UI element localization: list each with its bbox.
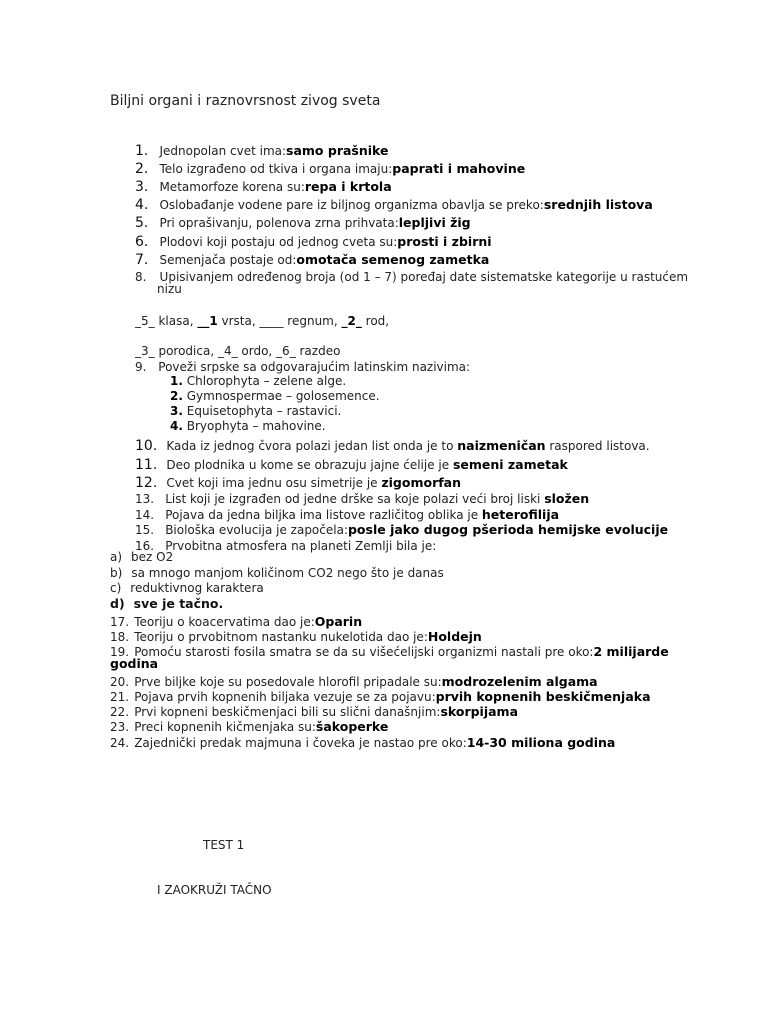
answer-text: prvih kopnenih beskičmenjaka xyxy=(435,689,651,704)
item-number: 10. xyxy=(135,438,158,454)
list-item xyxy=(135,535,436,554)
answer-text: 14-30 miliona godina xyxy=(466,735,616,750)
pair-item xyxy=(170,374,346,388)
question-text: Preci kopnenih kičmenjaka su: xyxy=(134,720,316,734)
item-number: 1. xyxy=(135,143,149,159)
item-number: 9. xyxy=(135,360,147,374)
answer-text-continued: godina xyxy=(110,656,159,671)
list-item xyxy=(110,732,615,751)
question-text: Metamorfoze korena su: xyxy=(159,180,305,194)
instruction-heading: I ZAOKRUŽI TAČNO xyxy=(157,883,272,897)
answer-text: prosti i zbirni xyxy=(397,234,492,249)
item-number: 18. xyxy=(110,630,130,644)
list-item xyxy=(135,454,568,473)
question-text: Upisivanjem određenog broja (od 1 – 7) poređaj date sistematske kategorije u rastućem xyxy=(159,270,689,284)
item-number: 13. xyxy=(135,492,155,506)
option-text: reduktivnog karaktera xyxy=(130,581,264,595)
answer-text: omotača semenog zametka xyxy=(296,252,490,267)
list-item xyxy=(135,194,653,213)
answer-text: posle jako dugog pšerioda hemijske evolucije xyxy=(347,522,669,537)
question-text: Teoriju o koacervatima dao je: xyxy=(134,615,315,629)
item-number: 2. xyxy=(135,161,149,177)
item-number: 19. xyxy=(110,645,130,659)
item-number: 22. xyxy=(110,705,130,719)
item-number: 6. xyxy=(135,234,149,250)
list-item xyxy=(135,176,392,195)
answer-text: lepljivi žig xyxy=(398,215,471,230)
question-text: Semenjača postaje od: xyxy=(159,253,297,267)
list-item xyxy=(135,158,525,177)
list-item xyxy=(135,266,688,285)
list-item xyxy=(135,435,650,454)
answer-text: složen xyxy=(544,491,590,506)
option-item-correct xyxy=(110,596,223,611)
question-text: Deo plodnika u kome se obrazuju jajne ćelije je xyxy=(166,458,453,472)
pair-text: Bryophyta – mahovine. xyxy=(186,419,326,433)
answer-text: paprati i mahovine xyxy=(392,161,526,176)
item-number: 7. xyxy=(135,252,149,268)
question-text: Pojava prvih kopnenih biljaka vezuje se za pojavu: xyxy=(134,690,436,704)
option-letter: a) xyxy=(110,550,123,564)
option-item xyxy=(110,566,444,580)
list-item xyxy=(135,360,470,374)
question-text: Pomoću starosti fosila smatra se da su višećelijski organizmi nastali pre oko: xyxy=(134,645,594,659)
answer-text: Holdejn xyxy=(427,629,482,644)
option-item xyxy=(110,550,173,564)
item-number: 4. xyxy=(135,197,149,213)
question-text: Jednopolan cvet ima: xyxy=(159,144,287,158)
answer-text: naizmeničan xyxy=(457,438,546,453)
option-text: bez O2 xyxy=(131,550,174,564)
question-tail: raspored listova. xyxy=(545,439,650,453)
question-text: Kada iz jednog čvora polazi jedan list onda je to xyxy=(166,439,458,453)
answer-text: skorpijama xyxy=(440,704,519,719)
pair-number: 1. xyxy=(170,374,183,388)
question-text: Plodovi koji postaju od jednog cveta su: xyxy=(159,235,398,249)
answer-text: heterofilija xyxy=(481,507,560,522)
answer-text: Oparin xyxy=(314,614,363,629)
question-text: Oslobađanje vodene pare iz biljnog organizma obavlja se preko: xyxy=(159,198,544,212)
question-text: Telo izgrađeno od tkiva i organa imaju: xyxy=(159,162,393,176)
pair-item xyxy=(170,389,380,403)
list-item xyxy=(110,641,669,660)
item-number: 23. xyxy=(110,720,130,734)
test-heading: TEST 1 xyxy=(203,838,245,852)
answer-text: repa i krtola xyxy=(304,179,392,194)
pair-item xyxy=(170,419,326,433)
ranking-text: vrsta, ____ regnum, xyxy=(217,314,342,328)
answer-text: srednjih listova xyxy=(543,197,653,212)
question-text: Teoriju o prvobitnom nastanku nukelotida dao je: xyxy=(134,630,428,644)
item-number: 5. xyxy=(135,215,149,231)
question-text: Prvobitna atmosfera na planeti Zemlji bila je: xyxy=(165,539,437,553)
question-text: Zajednički predak majmuna i čoveka je nastao pre oko: xyxy=(134,736,467,750)
answer-text: samo prašnike xyxy=(286,143,389,158)
option-item xyxy=(110,581,264,595)
option-letter: c) xyxy=(110,581,122,595)
item-number: 20. xyxy=(110,675,130,689)
list-item xyxy=(135,140,389,159)
item-number: 8. xyxy=(135,270,147,284)
question-text: Pri oprašivanju, polenova zrna prihvata: xyxy=(159,216,399,230)
item-number: 16. xyxy=(135,539,155,553)
question-text: Prve biljke koje su posedovale hlorofil pripadale su: xyxy=(134,675,442,689)
answer-text: zigomorfan xyxy=(381,475,462,490)
item-number: 3. xyxy=(135,179,149,195)
question-text: Pojava da jedna biljka ima listove različitog oblika je xyxy=(165,508,482,522)
answer-text: 2 milijarde xyxy=(593,644,669,659)
item-number: 21. xyxy=(110,690,130,704)
pair-text: Chlorophyta – zelene alge. xyxy=(186,374,347,388)
list-item xyxy=(135,231,492,250)
ranking-text: rod, xyxy=(361,314,390,328)
list-item xyxy=(135,212,471,231)
item-number: 17. xyxy=(110,615,130,629)
answer-text: modrozelenim algama xyxy=(441,674,598,689)
pair-text: Gymnospermae – golosemence. xyxy=(186,389,380,403)
question-text-continued: nizu xyxy=(157,282,182,296)
option-text: sve je tačno. xyxy=(133,596,224,611)
option-letter: b) xyxy=(110,566,123,580)
pair-item xyxy=(170,404,341,418)
ranking-answer: _2_ xyxy=(341,314,362,328)
item-number: 14. xyxy=(135,508,155,522)
pair-text: Equisetophyta – rastavici. xyxy=(186,404,342,418)
question-text: Prvi kopneni beskičmenjaci bili su slični današnjim: xyxy=(134,705,441,719)
question-text: List koji je izgrađen od jedne drške sa koje polazi veći broj liski xyxy=(165,492,545,506)
question-text: Poveži srpske sa odgovarajućim latinskim nazivima: xyxy=(158,360,471,374)
ranking-line: _3_ porodica, _4_ ordo, _6_ razdeo xyxy=(135,344,341,358)
ranking-text: _5_ klasa, xyxy=(135,314,198,328)
option-letter: d) xyxy=(110,596,125,611)
answer-text: semeni zametak xyxy=(452,457,568,472)
document-title: Biljni organi i raznovrsnost zivog sveta xyxy=(110,93,381,109)
pair-number: 2. xyxy=(170,389,183,403)
question-text: Cvet koji ima jednu osu simetrije je xyxy=(166,476,382,490)
pair-number: 4. xyxy=(170,419,183,433)
ranking-line xyxy=(135,314,389,328)
pair-number: 3. xyxy=(170,404,183,418)
option-text: sa mnogo manjom količinom CO2 nego što je danas xyxy=(131,566,444,580)
question-text: Biološka evolucija je započela: xyxy=(165,523,348,537)
item-number: 15. xyxy=(135,523,155,537)
ranking-answer: __1 xyxy=(197,314,218,328)
item-number: 24. xyxy=(110,736,130,750)
answer-text: šakoperke xyxy=(315,719,389,734)
item-number: 11. xyxy=(135,457,158,473)
item-number: 12. xyxy=(135,475,158,491)
